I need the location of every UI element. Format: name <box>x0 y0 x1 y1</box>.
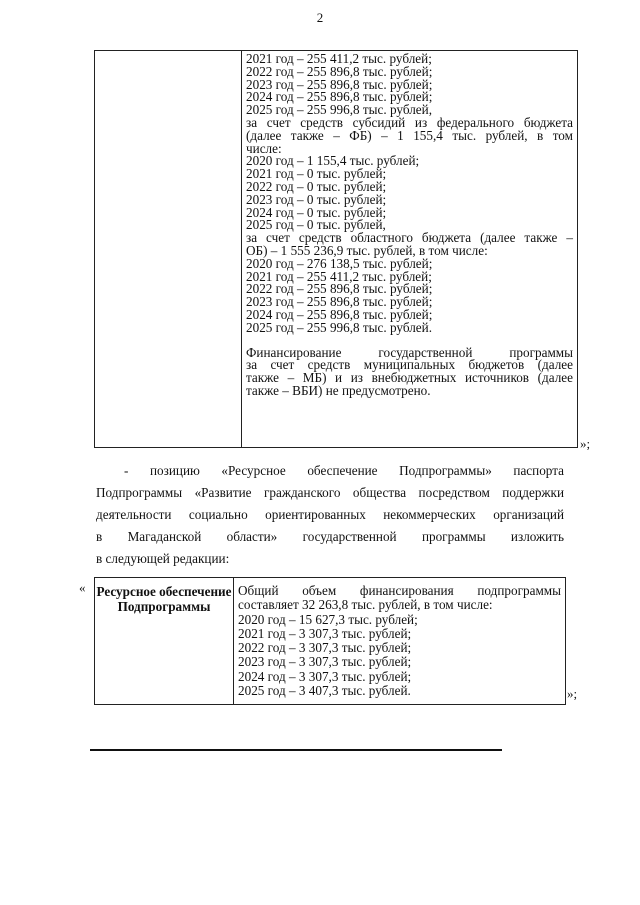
table1-line: 2024 год – 255 896,8 тыс. рублей; <box>246 306 433 322</box>
table2-line: 2020 год – 15 627,3 тыс. рублей; <box>238 611 418 627</box>
resource-provision-title: Ресурсное обеспечение Подпрограммы <box>96 584 232 614</box>
table1-line: ОБ) – 1 555 236,9 тыс. рублей, в том числе: <box>246 242 488 258</box>
budget-continuation-table <box>94 50 578 448</box>
table1-line: 2021 год – 255 411,2 тыс. рублей; <box>246 51 432 66</box>
footer-divider <box>90 749 502 751</box>
table2-left-cell <box>95 578 234 704</box>
table2-line: 2021 год – 3 307,3 тыс. рублей; <box>238 625 412 641</box>
paragraph-line: деятельности социально ориентированных некоммерческих организаций <box>96 507 564 522</box>
table2-line: 2022 год – 3 307,3 тыс. рублей; <box>238 640 412 656</box>
table1-line: 2022 год – 255 896,8 тыс. рублей; <box>246 281 433 297</box>
table1-line: 2023 год – 255 896,8 тыс. рублей; <box>246 76 433 92</box>
table1-line: 2024 год – 255 896,8 тыс. рублей; <box>246 89 433 105</box>
table1-line: за счет средств субсидий из федерального бюджета <box>246 114 573 130</box>
table1-line: 2020 год – 276 138,5 тыс. рублей; <box>246 255 433 271</box>
financing-line: также – МБ) и из внебюджетных источников (далее <box>246 370 573 386</box>
table1-right-cell <box>242 51 577 447</box>
page-number: 2 <box>316 10 324 25</box>
table1-line: за счет средств областного бюджета (далее также – <box>246 230 573 246</box>
table2-closing-quote: »; <box>567 686 578 701</box>
table2-line: составляет 32 263,8 тыс. рублей, в том числе: <box>238 597 493 613</box>
financing-line: за счет средств муниципальных бюджетов (далее <box>246 357 573 373</box>
table1-line: числе: <box>246 140 282 156</box>
table2-line: Общий объем финансирования подпрограммы <box>238 583 561 598</box>
table1-line: 2025 год – 0 тыс. рублей, <box>246 217 386 233</box>
table2-opening-quote: « <box>79 580 86 595</box>
amendment-paragraph <box>96 460 564 570</box>
paragraph-line: в следующей редакции: <box>96 551 230 566</box>
table2-right-cell <box>234 578 565 704</box>
table1-line: 2023 год – 0 тыс. рублей; <box>246 191 387 207</box>
financing-line: Финансирование государственной программы <box>246 344 573 360</box>
financing-line: также – ВБИ) не предусмотрено. <box>246 382 431 398</box>
table1-line: (далее также – ФБ) – 1 155,4 тыс. рублей, в том <box>246 127 573 143</box>
table1-line: 2022 год – 255 896,8 тыс. рублей; <box>246 63 433 79</box>
table2-line: 2023 год – 3 307,3 тыс. рублей; <box>238 654 412 670</box>
table1-line: 2021 год – 0 тыс. рублей; <box>246 166 387 182</box>
table1-line: 2023 год – 255 896,8 тыс. рублей; <box>246 294 433 310</box>
table1-line: 2021 год – 255 411,2 тыс. рублей; <box>246 268 432 284</box>
table1-line: 2025 год – 255 996,8 тыс. рублей. <box>246 319 432 335</box>
table1-closing-quote: »; <box>580 436 591 451</box>
table1-line: 2025 год – 255 996,8 тыс. рублей, <box>246 102 432 118</box>
table2-line: 2025 год – 3 407,3 тыс. рублей. <box>238 683 411 699</box>
table1-line: 2022 год – 0 тыс. рублей; <box>246 178 387 194</box>
table2-line: 2024 год – 3 307,3 тыс. рублей; <box>238 668 412 684</box>
paragraph-line: в Магаданской области» государственной программы изложить <box>96 529 564 544</box>
table1-left-cell <box>95 51 242 447</box>
table1-line: 2020 год – 1 155,4 тыс. рублей; <box>246 153 420 169</box>
paragraph-line: Подпрограммы «Развитие гражданского общества посредством поддержки <box>96 485 564 500</box>
table1-line: 2024 год – 0 тыс. рублей; <box>246 204 387 220</box>
resource-provision-table <box>94 577 566 705</box>
paragraph-line: - позицию «Ресурсное обеспечение Подпрограммы» паспорта <box>124 463 564 478</box>
